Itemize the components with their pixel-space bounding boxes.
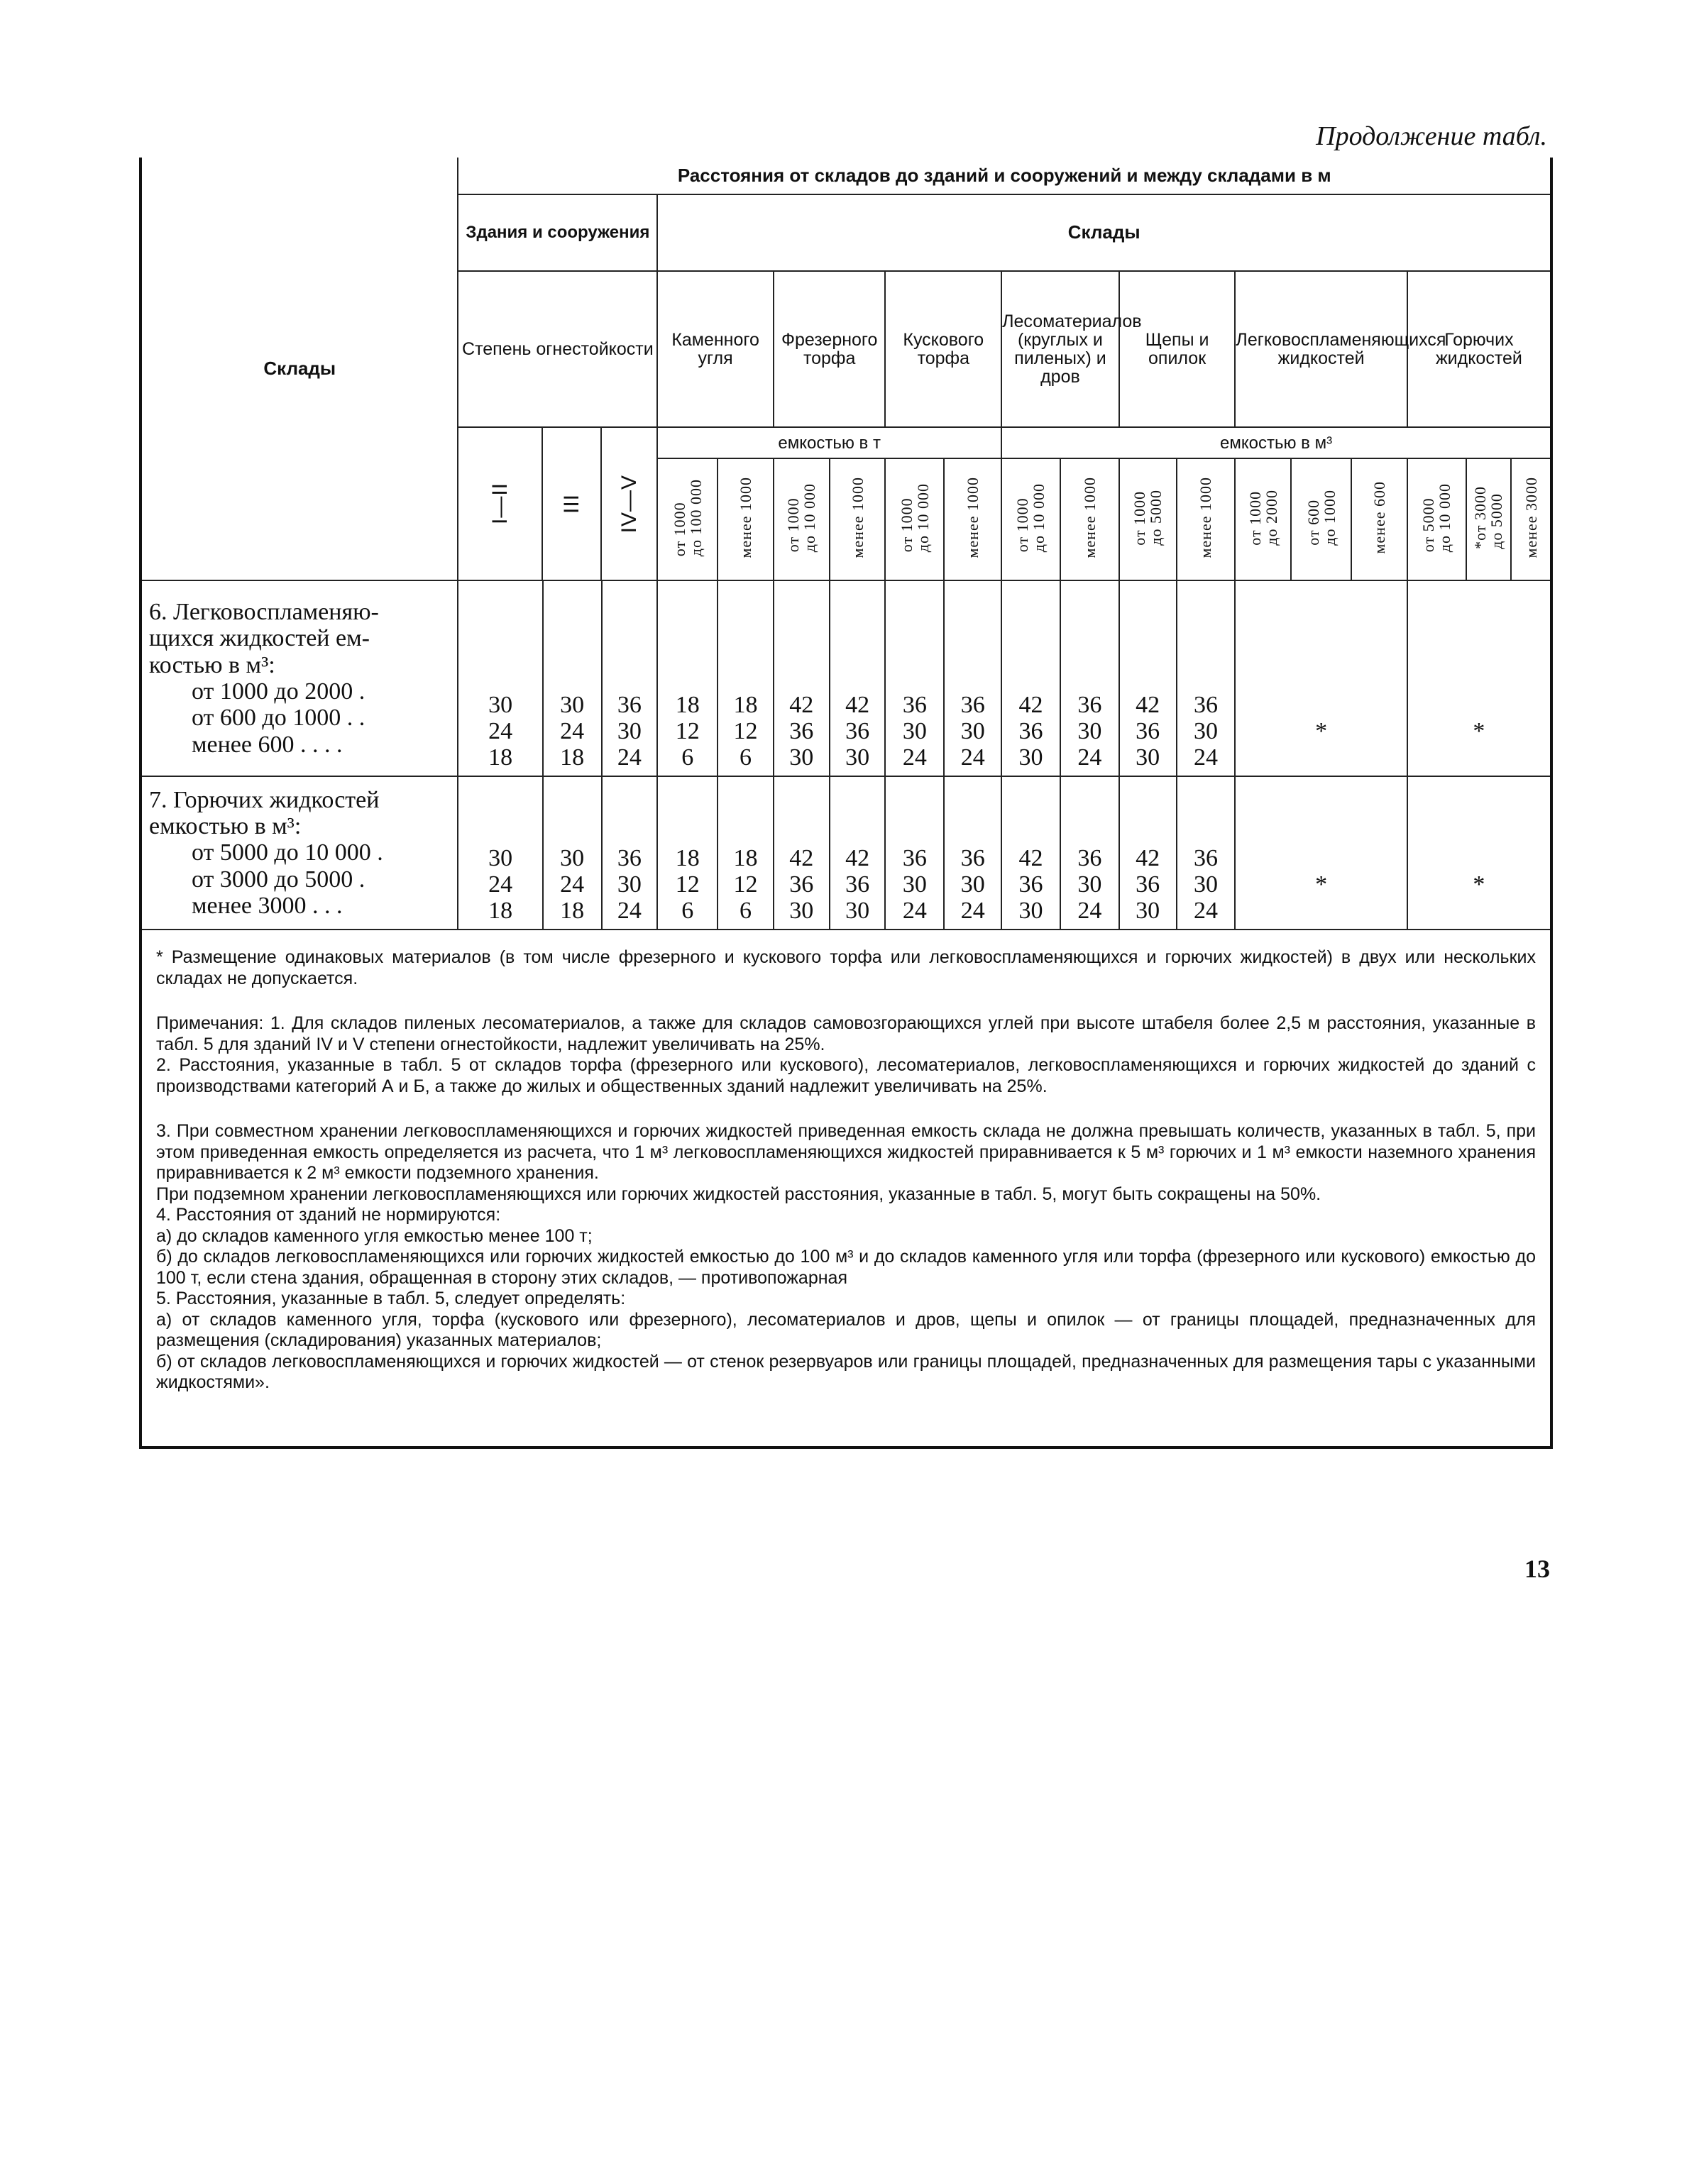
group-coal: Каменного угля: [657, 271, 774, 427]
subcol-label: от 1000 до 10 000: [784, 482, 819, 553]
value: 24: [960, 898, 985, 924]
note-2: 2. Расстояния, указанные в табл. 5 от складов торфа (фрезерного или кускового), лесоматериалов, легковоспламеняющихся и горючих жидкостей до зданий с производствами категорий А и Б, а также до жилых и общественных зданий надлежит увеличивать на 25%.: [156, 1055, 1536, 1096]
value: 6: [681, 898, 694, 924]
value-cell: [543, 776, 602, 930]
value: 24: [1193, 898, 1218, 924]
subcol-label: от 600 до 1000: [1304, 490, 1339, 546]
capacity-tons: емкостью в т: [657, 427, 1001, 458]
value: 6: [740, 744, 752, 771]
value: 36: [789, 871, 814, 898]
value: 36: [1077, 692, 1102, 718]
subcol-label: менее 1000: [1080, 477, 1099, 558]
value: 30: [560, 845, 585, 871]
value-cell: [1119, 580, 1177, 776]
subcol-header: [657, 458, 718, 580]
note-3b: При подземном хранении легковоспламеняющихся или горючих жидкостей расстояния, указанные в табл. 5, могут быть сокращены на 50%.: [156, 1184, 1321, 1204]
value: 30: [960, 718, 985, 744]
value: 6: [740, 898, 752, 924]
value: 36: [960, 692, 985, 718]
value: 12: [675, 871, 700, 898]
group-flammable: Легковоспламеняющихся жидкостей: [1235, 271, 1407, 427]
note-5a: а) от складов каменного угля, торфа (кускового или фрезерного), лесоматериалов и дров, щепы и опилок — от границы площадей, предназначенных для размещения (складирования) указанных материалов;: [156, 1309, 1536, 1350]
value: 30: [1136, 744, 1160, 771]
value: 30: [845, 898, 870, 924]
value: 42: [1018, 692, 1043, 718]
row-sub-label: менее 3000 . . .: [192, 893, 343, 920]
value: 42: [789, 692, 814, 718]
not-allowed-mark: *: [1235, 776, 1407, 930]
group-combustible: Горючих жидкостей: [1407, 271, 1550, 427]
degree-2: III: [559, 493, 583, 514]
subcol-header: [1291, 458, 1351, 580]
not-allowed-mark: *: [1235, 580, 1407, 776]
group-milled-peat: Фрезерного торфа: [774, 271, 886, 427]
value: 42: [1136, 845, 1160, 871]
subcol-label: менее 1000: [964, 477, 982, 558]
value: 36: [902, 692, 927, 718]
value: 42: [845, 692, 870, 718]
group-lump-peat: Кускового торфа: [885, 271, 1001, 427]
value: 18: [488, 744, 513, 771]
value: 24: [902, 898, 927, 924]
subcol-label: от 1000 до 10 000: [897, 482, 932, 553]
value-cell: [1177, 776, 1236, 930]
value: 30: [488, 692, 513, 718]
value: 36: [789, 718, 814, 744]
value: 36: [617, 845, 642, 871]
value: 24: [1077, 898, 1102, 924]
note-3: 3. При совместном хранении легковоспламеняющихся и горючих жидкостей приведенная емкость склада не должна превышать количеств, указанных в табл. 5, при этом приведенная емкость определяется из расчета, что 1 м³ легковоспламеняющихся жидкостей приравнивается к 5 м³ горючих и 1 м³ емкости наземного хранения приравнивается к 2 м³ емкости подземного хранения.: [156, 1121, 1536, 1183]
value: 30: [902, 718, 927, 744]
value-cell: [1001, 776, 1060, 930]
subcol-header: [1001, 458, 1060, 580]
value: 24: [560, 718, 585, 744]
value: 18: [560, 898, 585, 924]
header-main: Расстояния от складов до зданий и сооружений и между складами в м: [458, 158, 1550, 194]
value: 30: [617, 871, 642, 898]
subcol-label: от 1000 до 10 000: [1013, 482, 1048, 553]
row-title-line: костью в м³:: [149, 651, 275, 678]
note-1: Примечания: 1. Для складов пиленых лесоматериалов, а также для складов самовозгорающихся углей при высоте штабеля более 2,5 м расстояния, указанные в табл. 5 для зданий IV и V степени огнестойкости, надлежит увеличивать на 25%.: [156, 1013, 1536, 1054]
value: 24: [488, 718, 513, 744]
value: 30: [1077, 718, 1102, 744]
subcol-header: [1351, 458, 1407, 580]
row-label: [142, 776, 458, 930]
subcol-header: [944, 458, 1001, 580]
value: 36: [1018, 871, 1043, 898]
degree-3: IV—V: [617, 474, 641, 534]
value: 42: [845, 845, 870, 871]
value-cell: [657, 776, 718, 930]
value: 30: [617, 718, 642, 744]
value: 12: [733, 871, 758, 898]
subcol-header: [1511, 458, 1550, 580]
value-cell: [885, 776, 944, 930]
value: 42: [1136, 692, 1160, 718]
value: 6: [681, 744, 694, 771]
value: 30: [789, 898, 814, 924]
capacity-m3: емкостью в м³: [1001, 427, 1550, 458]
value: 18: [488, 898, 513, 924]
value-cell: [830, 776, 886, 930]
subcol-header: [1235, 458, 1291, 580]
value: 36: [1193, 692, 1218, 718]
subcol-header: [1466, 458, 1512, 580]
value: 30: [488, 845, 513, 871]
subcol-label: менее 1000: [736, 477, 754, 558]
value-cell: [1001, 580, 1060, 776]
value-cell: [774, 776, 830, 930]
subcol-label: менее 1000: [1197, 477, 1215, 558]
value: 30: [845, 744, 870, 771]
note-4a: а) до складов каменного угля емкостью менее 100 т;: [156, 1225, 593, 1246]
value: 36: [1018, 718, 1043, 744]
row-title-line: 6. Легковоспламеняю-: [149, 598, 379, 625]
subcol-header: [885, 458, 944, 580]
value: 24: [617, 744, 642, 771]
subcol-header: [1060, 458, 1119, 580]
subcol-label: от 1000 до 2000: [1246, 490, 1280, 546]
notes: [142, 930, 1550, 1394]
value-cell: [657, 580, 718, 776]
value-cell: [602, 580, 658, 776]
value: 18: [675, 845, 700, 871]
subcol-label: *от 3000 до 5000: [1471, 486, 1506, 549]
value: 18: [675, 692, 700, 718]
value: 30: [1193, 871, 1218, 898]
value: 30: [789, 744, 814, 771]
value: 30: [560, 692, 585, 718]
value: 36: [1193, 845, 1218, 871]
value-cell: [718, 580, 774, 776]
subcol-header: [774, 458, 830, 580]
subcol-header: [718, 458, 774, 580]
page-number: 13: [1524, 1555, 1550, 1583]
row-label: [142, 580, 458, 776]
value: 30: [1077, 871, 1102, 898]
row-sub-label: от 1000 до 2000 .: [192, 678, 365, 705]
value-cell: [885, 580, 944, 776]
value: 36: [845, 871, 870, 898]
header-warehouse-types: Склады: [657, 194, 1550, 271]
value: 24: [902, 744, 927, 771]
table-row: [142, 580, 1550, 776]
note-5: 5. Расстояния, указанные в табл. 5, следует определять:: [156, 1289, 626, 1308]
value: 12: [675, 718, 700, 744]
subcol-header: [1407, 458, 1466, 580]
value-cell: [1119, 776, 1177, 930]
note-4: 4. Расстояния от зданий не нормируются:: [156, 1205, 501, 1225]
header-buildings: Здания и сооружения: [458, 194, 657, 271]
value: 30: [1136, 898, 1160, 924]
value-cell: [944, 580, 1001, 776]
value: 12: [733, 718, 758, 744]
row-sub-label: от 5000 до 10 000 .: [192, 839, 383, 866]
value: 30: [902, 871, 927, 898]
value-cell: [944, 776, 1001, 930]
row-sub-label: от 600 до 1000 . .: [192, 705, 365, 732]
value-cell: [1060, 776, 1119, 930]
degree-1: I—II: [488, 482, 512, 525]
subcol-label: от 1000 до 100 000: [670, 478, 705, 557]
value: 24: [617, 898, 642, 924]
value: 30: [1018, 744, 1043, 771]
group-chips: Щепы и опилок: [1119, 271, 1236, 427]
not-allowed-mark: *: [1407, 776, 1550, 930]
table-row: [142, 776, 1550, 930]
row-title-line: щихся жидкостей ем-: [149, 625, 370, 652]
value: 18: [560, 744, 585, 771]
value: 36: [1136, 718, 1160, 744]
value-cell: [830, 580, 886, 776]
value: 36: [617, 692, 642, 718]
subcol-header: [1177, 458, 1236, 580]
subcol-label: от 1000 до 5000: [1131, 490, 1165, 546]
value-cell: [1177, 580, 1236, 776]
value: 24: [488, 871, 513, 898]
header-warehouses: Склады: [142, 158, 458, 580]
group-timber: Лесоматериалов (круглых и пиленых) и дров: [1001, 271, 1119, 427]
value-cell: [718, 776, 774, 930]
subcol-label: менее 3000: [1522, 477, 1540, 558]
note-5b: б) от складов легковоспламеняющихся и горючих жидкостей — от стенок резервуаров или границы площадей, предназначенных для размещения тары с указанными жидкостями».: [156, 1351, 1536, 1392]
subcol-header: [1119, 458, 1177, 580]
row-title-line: емкостью в м³:: [149, 812, 302, 839]
value: 30: [1018, 898, 1043, 924]
value: 24: [960, 744, 985, 771]
value-cell: [1060, 580, 1119, 776]
not-allowed-mark: *: [1407, 580, 1550, 776]
value: 36: [902, 845, 927, 871]
value: 18: [733, 692, 758, 718]
value: 24: [1077, 744, 1102, 771]
value-cell: [458, 776, 542, 930]
value: 42: [789, 845, 814, 871]
subcol-label: от 5000 до 10 000: [1419, 482, 1454, 553]
row-title-line: 7. Горючих жидкостей: [149, 786, 380, 813]
value-cell: [543, 580, 602, 776]
value: 36: [1077, 845, 1102, 871]
value-cell: [458, 580, 542, 776]
value: 30: [960, 871, 985, 898]
row-sub-label: от 3000 до 5000 .: [192, 866, 365, 893]
subcol-label: менее 600: [1370, 481, 1388, 554]
subcol-label: менее 1000: [848, 477, 867, 558]
subcol-header: [830, 458, 886, 580]
distance-table: [142, 158, 1550, 1394]
value: 24: [560, 871, 585, 898]
value: 36: [960, 845, 985, 871]
value: 36: [1136, 871, 1160, 898]
row-sub-label: менее 600 . . . .: [192, 731, 343, 758]
value-cell: [774, 580, 830, 776]
value: 30: [1193, 718, 1218, 744]
continuation-label: Продолжение табл.: [1316, 121, 1547, 151]
footnote: * Размещение одинаковых материалов (в том числе фрезерного и кускового торфа или легковоспламеняющихся и горючих жидкостей) в двух или нескольких складах не допускается.: [156, 947, 1536, 988]
distance-table-frame: [139, 158, 1553, 1449]
header-fire-degree: Степень огнестойкости: [458, 271, 657, 427]
value-cell: [602, 776, 658, 930]
value: 36: [845, 718, 870, 744]
value: 42: [1018, 845, 1043, 871]
value: 18: [733, 845, 758, 871]
note-4b: б) до складов легковоспламеняющихся или горючих жидкостей емкостью до 100 м³ и до складов каменного угля или торфа (фрезерного или кускового) емкостью до 100 т, если стена здания, обращенная в сторону этих складов, — противопожарная: [156, 1247, 1536, 1288]
value: 24: [1193, 744, 1218, 771]
